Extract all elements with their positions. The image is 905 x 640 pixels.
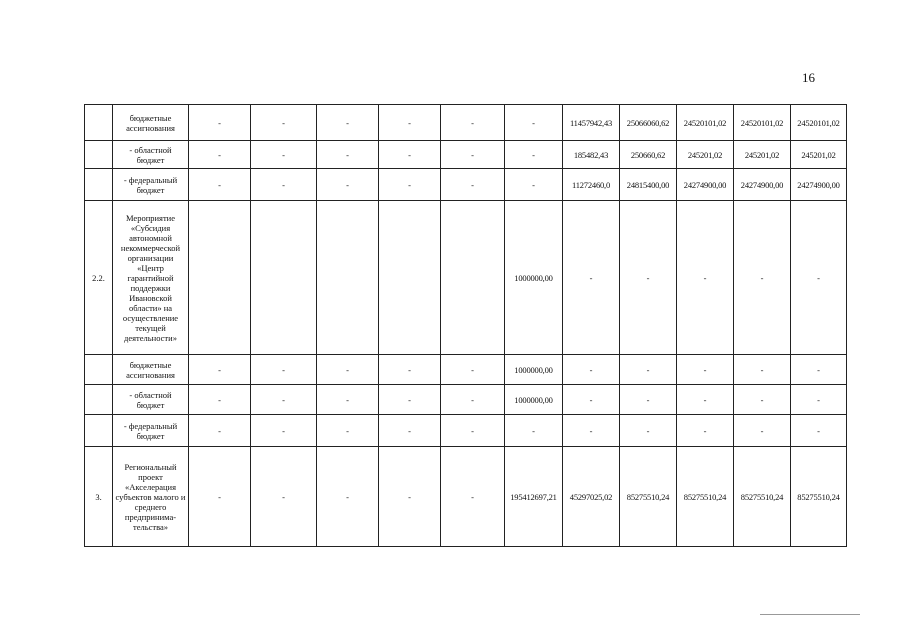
value-cell: -: [734, 201, 791, 355]
value-cell: -: [379, 385, 441, 415]
value-cell: -: [379, 415, 441, 447]
value-cell: -: [677, 201, 734, 355]
value-cell: 85275510,24: [791, 447, 847, 547]
value-cell: -: [441, 105, 505, 141]
value-cell: -: [563, 415, 620, 447]
value-cell: 24520101,02: [791, 105, 847, 141]
value-cell: 195412697,21: [505, 447, 563, 547]
value-cell: -: [379, 447, 441, 547]
value-cell: 11457942,43: [563, 105, 620, 141]
value-cell: -: [189, 105, 251, 141]
value-cell: -: [379, 105, 441, 141]
row-number-cell: 2.2.: [85, 201, 113, 355]
row-number-cell: [85, 415, 113, 447]
value-cell: -: [379, 141, 441, 169]
value-cell: -: [441, 355, 505, 385]
value-cell: 45297025,02: [563, 447, 620, 547]
value-cell: -: [251, 141, 317, 169]
value-cell: -: [251, 105, 317, 141]
value-cell: -: [563, 355, 620, 385]
value-cell: -: [317, 447, 379, 547]
value-cell: 185482,43: [563, 141, 620, 169]
value-cell: -: [563, 385, 620, 415]
value-cell: 245201,02: [791, 141, 847, 169]
value-cell: 24274900,00: [677, 169, 734, 201]
budget-table: [84, 104, 847, 547]
value-cell: [189, 201, 251, 355]
value-cell: -: [791, 201, 847, 355]
row-number-cell: [85, 385, 113, 415]
value-cell: 24274900,00: [734, 169, 791, 201]
value-cell: -: [379, 169, 441, 201]
table-row: [85, 415, 847, 447]
value-cell: -: [317, 141, 379, 169]
value-cell: -: [441, 169, 505, 201]
value-cell: -: [189, 447, 251, 547]
value-cell: -: [189, 169, 251, 201]
row-name-cell: - федеральный бюджет: [113, 415, 189, 447]
row-name-cell: бюджетные ассигнования: [113, 355, 189, 385]
table-row: [85, 385, 847, 415]
value-cell: 250660,62: [620, 141, 677, 169]
value-cell: -: [677, 355, 734, 385]
value-cell: -: [620, 201, 677, 355]
value-cell: -: [791, 355, 847, 385]
value-cell: -: [251, 447, 317, 547]
value-cell: -: [791, 385, 847, 415]
row-name-cell: - федеральный бюджет: [113, 169, 189, 201]
value-cell: -: [189, 415, 251, 447]
table-row: [85, 105, 847, 141]
value-cell: -: [677, 415, 734, 447]
scan-artifact-line: [760, 614, 860, 615]
value-cell: -: [251, 415, 317, 447]
row-name-cell: бюджетные ассигнования: [113, 105, 189, 141]
table-row: [85, 201, 847, 355]
value-cell: -: [505, 415, 563, 447]
row-name-cell: - областной бюджет: [113, 385, 189, 415]
value-cell: 24815400,00: [620, 169, 677, 201]
value-cell: 245201,02: [677, 141, 734, 169]
value-cell: -: [505, 141, 563, 169]
value-cell: -: [734, 415, 791, 447]
value-cell: [251, 201, 317, 355]
value-cell: -: [317, 169, 379, 201]
value-cell: -: [620, 355, 677, 385]
value-cell: 24520101,02: [734, 105, 791, 141]
table-row: [85, 447, 847, 547]
value-cell: 1000000,00: [505, 355, 563, 385]
value-cell: 24520101,02: [677, 105, 734, 141]
value-cell: -: [251, 355, 317, 385]
value-cell: -: [441, 141, 505, 169]
value-cell: -: [734, 355, 791, 385]
value-cell: -: [620, 385, 677, 415]
value-cell: -: [677, 385, 734, 415]
value-cell: -: [189, 141, 251, 169]
value-cell: 85275510,24: [620, 447, 677, 547]
row-number-cell: [85, 105, 113, 141]
value-cell: -: [620, 415, 677, 447]
value-cell: -: [189, 355, 251, 385]
value-cell: -: [563, 201, 620, 355]
value-cell: 85275510,24: [677, 447, 734, 547]
value-cell: 1000000,00: [505, 385, 563, 415]
value-cell: -: [441, 385, 505, 415]
value-cell: -: [317, 355, 379, 385]
value-cell: 85275510,24: [734, 447, 791, 547]
value-cell: -: [505, 169, 563, 201]
table-row: [85, 169, 847, 201]
value-cell: -: [317, 415, 379, 447]
value-cell: 245201,02: [734, 141, 791, 169]
value-cell: [441, 201, 505, 355]
value-cell: -: [734, 385, 791, 415]
table-row: [85, 141, 847, 169]
value-cell: -: [505, 105, 563, 141]
value-cell: -: [251, 169, 317, 201]
value-cell: [317, 201, 379, 355]
row-number-cell: [85, 169, 113, 201]
row-name-cell: Региональный проект «Акселерация субъектов малого и среднего предпринима-тельства»: [113, 447, 189, 547]
row-number-cell: [85, 141, 113, 169]
value-cell: -: [189, 385, 251, 415]
row-number-cell: 3.: [85, 447, 113, 547]
row-number-cell: [85, 355, 113, 385]
row-name-cell: - областной бюджет: [113, 141, 189, 169]
value-cell: 1000000,00: [505, 201, 563, 355]
value-cell: -: [317, 105, 379, 141]
value-cell: -: [441, 415, 505, 447]
value-cell: 11272460,0: [563, 169, 620, 201]
page-number: 16: [802, 70, 815, 85]
value-cell: -: [441, 447, 505, 547]
row-name-cell: Мероприятие «Субсидия автономной некоммерческой организации «Центр гарантийной поддержки Ивановской области» на осуществление текущей деятельности»: [113, 201, 189, 355]
table-row: [85, 355, 847, 385]
value-cell: 25066060,62: [620, 105, 677, 141]
value-cell: -: [317, 385, 379, 415]
value-cell: -: [251, 385, 317, 415]
value-cell: [379, 201, 441, 355]
value-cell: -: [791, 415, 847, 447]
value-cell: -: [379, 355, 441, 385]
value-cell: 24274900,00: [791, 169, 847, 201]
